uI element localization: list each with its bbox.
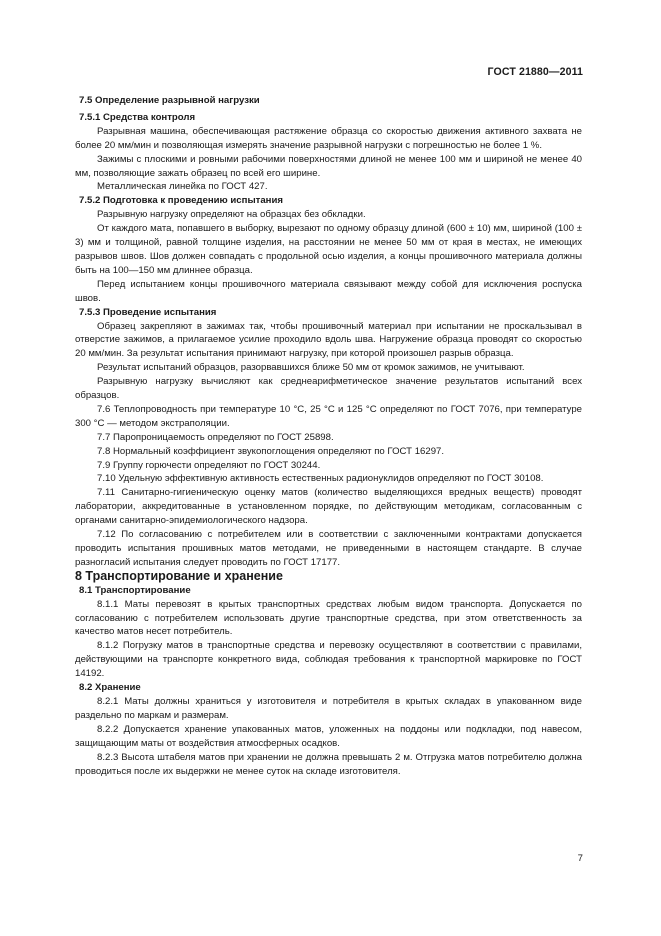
document-id-header: ГОСТ 21880—2011 [487, 66, 583, 78]
page-body [75, 94, 582, 778]
paragraph: Разрывную нагрузку определяют на образцах без обкладки. [97, 209, 366, 221]
clause-7-11: 7.11 Санитарно-гигиеническую оценку матов (количество выделяющихся вредных веществ) проводят лаборатории, аккредитованные в установленном порядке, по действующим методикам, согласованным с органами санитарно-эпидемиологического надзора. [75, 487, 582, 527]
clause-7-7: 7.7 Паропроницаемость определяют по ГОСТ 25898. [97, 431, 334, 443]
section-8-2-title: 8.2 Хранение [79, 682, 141, 694]
clause-8-2-1: 8.2.1 Маты должны храниться у изготовителя и потребителя в крытых складах в упакованном виде раздельно по маркам и размерам. [75, 695, 582, 721]
section-7-5-title: 7.5 Определение разрывной нагрузки [79, 95, 260, 106]
paragraph: Образец закрепляют в зажимах так, чтобы прошивочный материал при испытании не проскальзывал в отверстие зажимов, а прилагаемое усилие проходило вдоль шва. Нагружение образца проводят со скоростью 20 мм/мин. За результат испытания принимают нагрузку, при которой произошел разрыв образца. [75, 320, 582, 360]
clause-7-10: 7.10 Удельную эффективную активность естественных радионуклидов определяют по ГОСТ 30108. [97, 473, 544, 485]
section-7-5-1-title: 7.5.1 Средства контроля [79, 111, 196, 123]
section-7-5-2-title: 7.5.2 Подготовка к проведению испытания [79, 195, 283, 207]
paragraph: Металлическая линейка по ГОСТ 427. [97, 181, 268, 193]
section-8-1-title: 8.1 Транспортирование [79, 584, 191, 596]
paragraph: Зажимы с плоскими и ровными рабочими поверхностями длиной не менее 100 мм и шириной не менее 40 мм, позволяющие зажать образец по всей его ширине. [75, 153, 582, 179]
clause-8-2-2: 8.2.2 Допускается хранение упакованных матов, уложенных на поддоны или подкладки, под навесом, защищающим маты от воздействия атмосферных осадков. [75, 723, 582, 749]
page-number: 7 [577, 853, 583, 864]
paragraph: От каждого мата, попавшего в выборку, вырезают по одному образцу длиной (600 ± 10) мм, шириной (100 ± 3) мм и толщиной, равной толщине изделия, на расстоянии не менее 50 мм от края в местах, не имеющих разрывов швов. Шов должен совпадать с продольной осью изделия, а концы прошивочного материала должны быть на 100—150 мм длиннее образца. [75, 223, 582, 276]
clause-7-12: 7.12 По согласованию с потребителем или в соответствии с заключенными контрактами допускается проводить испытания прошивных матов методами, не приведенными в настоящем стандарте. В случае разногласий испытания следует проводить по ГОСТ 17177. [75, 529, 582, 568]
section-7-5-3-title: 7.5.3 Проведение испытания [79, 306, 217, 318]
section-8-title: 8 Транспортирование и хранение [75, 568, 283, 583]
paragraph: Перед испытанием концы прошивочного материала связывают между собой для исключения роспуска швов. [75, 278, 582, 304]
clause-8-1-1: 8.1.1 Маты перевозят в крытых транспортных средствах любым видом транспорта. Допускается по согласованию с потребителем использовать другие транспортные средства, при этом ответственность за качество матов несет потребитель. [75, 598, 582, 638]
clause-8-2-3: 8.2.3 Высота штабеля матов при хранении не должна превышать 2 м. Отгрузка матов потребителю должна проводиться после их выдержки не менее суток на складе изготовителя. [75, 751, 582, 777]
clause-8-1-2: 8.1.2 Погрузку матов в транспортные средства и перевозку осуществляют в соответствии с правилами, действующими на транспорте конкретного вида, соблюдая требования к транспортной маркировке по ГОСТ 14192. [75, 640, 582, 680]
clause-7-6: 7.6 Теплопроводность при температуре 10 °С, 25 °С и 125 °С определяют по ГОСТ 7076, при температуре 300 °С — методом экстраполяции. [75, 403, 582, 429]
clause-7-8: 7.8 Нормальный коэффициент звукопоглощения определяют по ГОСТ 16297. [97, 445, 445, 457]
paragraph: Разрывную нагрузку вычисляют как среднеарифметическое значение результатов испытаний всех образцов. [75, 376, 582, 402]
clause-7-9: 7.9 Группу горючести определяют по ГОСТ 30244. [97, 459, 321, 471]
paragraph: Разрывная машина, обеспечивающая растяжение образца со скоростью движения активного захвата не более 20 мм/мин и позволяющая измерять значение разрывной нагрузки с погрешностью не более 1 %. [75, 125, 582, 151]
paragraph: Результат испытаний образцов, разорвавшихся ближе 50 мм от кромок зажимов, не учитывают. [97, 362, 525, 374]
